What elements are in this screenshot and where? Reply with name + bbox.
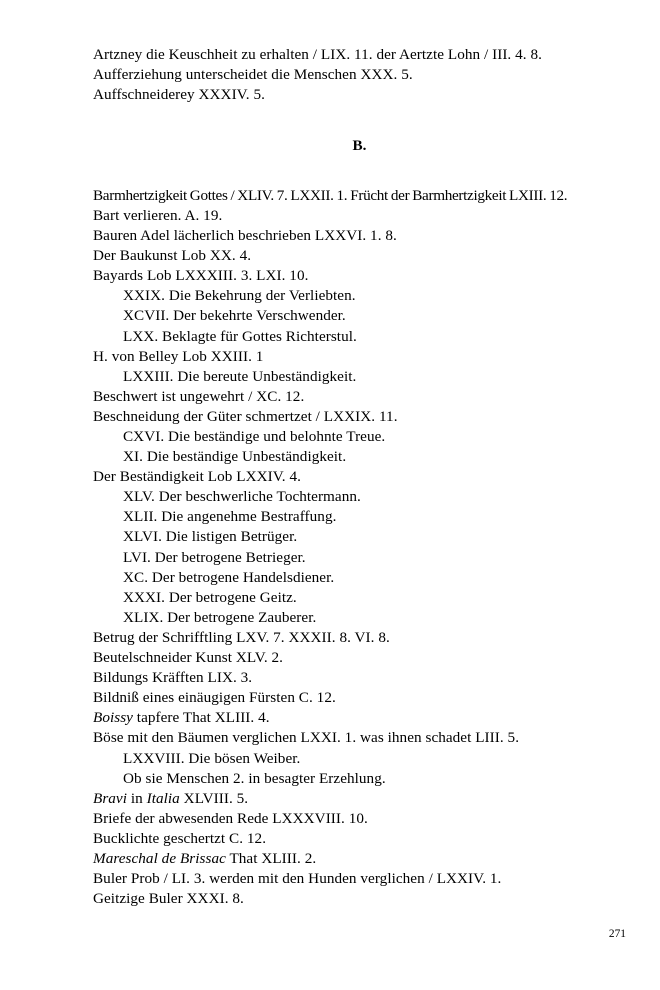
index-subentry: XLVI. Die listigen Betrüger.: [123, 528, 298, 546]
index-entry: Barmhertzigkeit Gottes / XLIV. 7. LXXII. 1. Frücht der Barmhertzigkeit LXIII. 12.: [93, 186, 568, 204]
index-entry: Beutelschneider Kunst XLV. 2.: [93, 649, 284, 667]
page-number: 271: [608, 928, 626, 940]
index-subentry: XLIX. Der betrogene Zauberer.: [123, 608, 317, 626]
index-subentry: LXX. Beklagte für Gottes Richterstul.: [123, 327, 357, 345]
index-subentry: XXXI. Der betrogene Geitz.: [123, 588, 297, 606]
index-entry: Bart verlieren. A. 19.: [93, 206, 223, 224]
index-entry-italic-name: Mareschal de Brissac: [93, 849, 226, 867]
index-entry: [93, 789, 626, 809]
index-subentry: Ob sie Menschen 2. in besagter Erzehlung.: [123, 769, 386, 787]
index-entry: Der Beständigkeit Lob LXXIV. 4.: [93, 468, 301, 486]
index-entry: Betrug der Schrifftling LXV. 7. XXXII. 8. VI. 8.: [93, 628, 390, 646]
index-subentry: XLII. Die angenehme Bestraffung.: [123, 508, 337, 526]
index-entry: Beschneidung der Güter schmertzet / LXXIX. 11.: [93, 407, 398, 425]
index-entry: Böse mit den Bäumen verglichen LXXI. 1. was ihnen schadet LIII. 5.: [93, 729, 520, 747]
index-entry: [93, 708, 626, 728]
index-entry: Auffschneiderey XXXIV. 5.: [93, 86, 265, 104]
index-entry: H. von Belley Lob XXIII. 1: [93, 347, 264, 365]
index-entry: Bucklichte geschertzt C. 12.: [93, 829, 267, 847]
index-entry-italic-place: Italia: [146, 789, 180, 807]
index-entry: Aufferziehung unterscheidet die Menschen XXX. 5.: [93, 66, 413, 84]
index-entry: Briefe der abwesenden Rede LXXXVIII. 10.: [93, 809, 368, 827]
index-entry-text: tapfere That XLIII. 4.: [132, 709, 270, 727]
index-subentry: LXXVIII. Die bösen Weiber.: [123, 749, 301, 767]
index-subentry: XXIX. Die Bekehrung der Verliebten.: [123, 287, 356, 305]
index-subentry: LVI. Der betrogene Betrieger.: [123, 548, 306, 566]
index-entry: Geitzige Buler XXXI. 8.: [93, 890, 244, 908]
index-entry: Beschwert ist ungewehrt / XC. 12.: [93, 387, 305, 405]
index-entry-italic-name: Bravi: [93, 789, 127, 807]
index-entry: Artzney die Keuschheit zu erhalten / LIX. 11. der Aertzte Lohn / III. 4. 8.: [93, 46, 542, 63]
index-entry: Buler Prob / LI. 3. werden mit den Hunden verglichen / LXXIV. 1.: [93, 870, 502, 888]
index-entry: Bildungs Kräfften LIX. 3.: [93, 669, 253, 687]
index-entry: Bayards Lob LXXXIII. 3. LXI. 10.: [93, 267, 309, 285]
index-entry: Bildniß eines einäugigen Fürsten C. 12.: [93, 689, 336, 707]
index-entry: [93, 849, 626, 869]
index-entry-text: That XLIII. 2.: [225, 849, 317, 867]
index-subentry: XC. Der betrogene Handelsdiener.: [123, 568, 335, 586]
index-text-column: [93, 45, 626, 909]
index-subentry: CXVI. Die beständige und belohnte Treue.: [123, 428, 386, 445]
index-subentry: XLV. Der beschwerliche Tochtermann.: [123, 488, 361, 506]
index-subentry: XCVII. Der bekehrte Verschwender.: [123, 307, 346, 325]
index-subentry: XI. Die beständige Unbeständigkeit.: [123, 448, 347, 466]
index-entry: Der Baukunst Lob XX. 4.: [93, 247, 252, 265]
index-entry-text-tail: XLVIII. 5.: [179, 789, 249, 807]
index-subentry: LXXIII. Die bereute Unbeständigkeit.: [123, 367, 357, 385]
index-entry-text: in: [127, 789, 147, 807]
index-entry: Bauren Adel lächerlich beschrieben LXXVI. 1. 8.: [93, 227, 397, 245]
section-heading-letter: B.: [352, 136, 367, 154]
index-entry-italic-name: Boissy: [93, 709, 133, 727]
